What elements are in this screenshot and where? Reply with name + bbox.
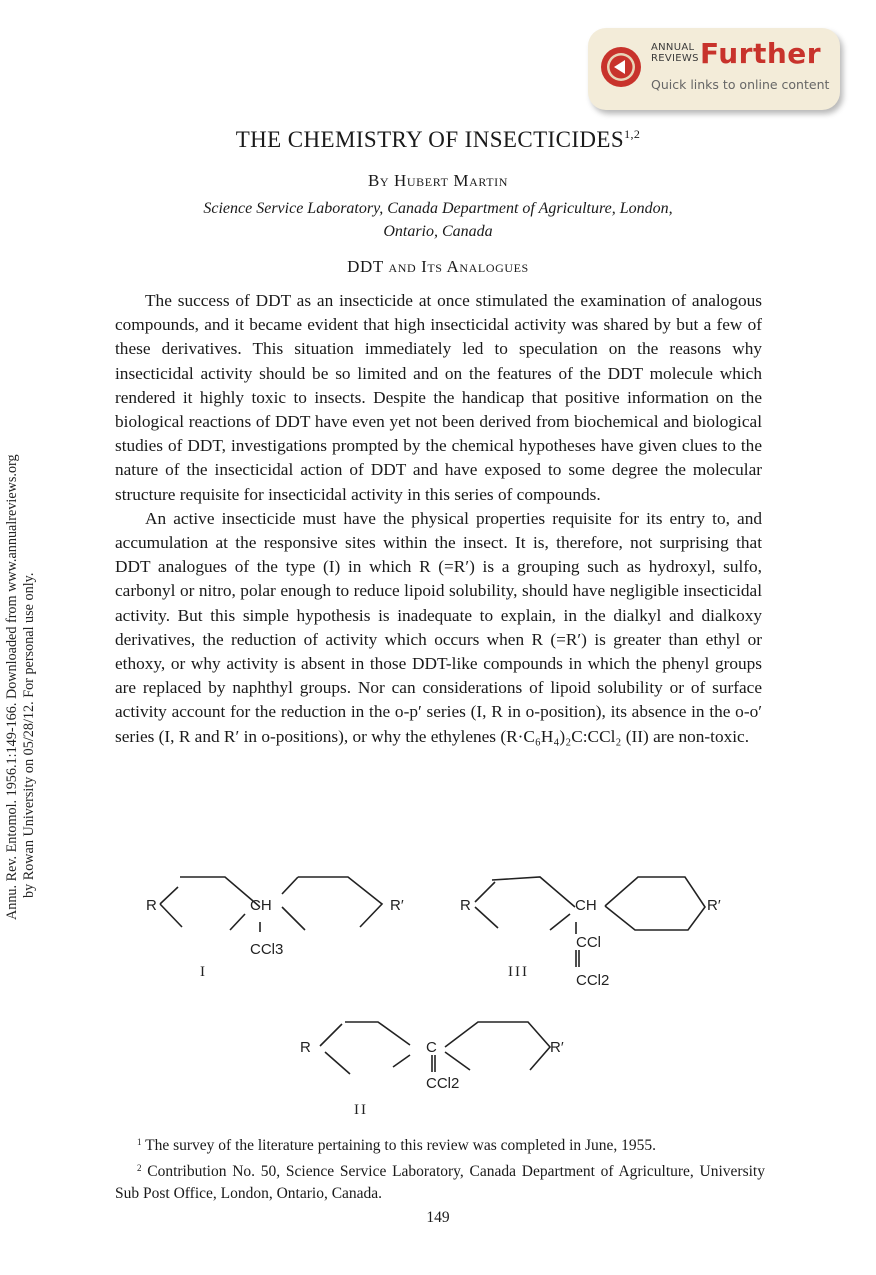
paragraph: An active insecticide must have the physical properties requisite for its entry to, and accumulation at the responsive sites within the insect. It is, therefore, not surprising that DDT analogues of the type (I) in which R (=R′) is a grouping such as hydroxyl, sulfo, carbonyl or nitro, polar enough to reduce lipoid solubility, should have negligible insecticidal activity. But this simple hypothesis is inadequate to explain, in the dialkyl and dialkoxy derivatives, the reduction of activity which occurs when R (=R′) is greater than ethyl or ethoxy, or why activity is absent in those DDT-like compounds in which the phenyl groups are replaced by naphthyl groups. Nor can considerations of lipoid solubility or of surface activity account for the reduction in the o-p′ series (I, R in o-position), its absence in the o-o′ series (I, R and R′ in o-positions), or why the ethylenes (R·C₆H₄)₂C:CCl₂ (II) are non-toxic. bbox=[115, 508, 762, 746]
body-text bbox=[115, 289, 762, 749]
section-heading: DDT and Its Analogues bbox=[347, 257, 529, 276]
structure-i-substituent: CCl3 bbox=[250, 941, 284, 958]
structure-i-r-label: R bbox=[146, 897, 157, 914]
structure-iii-r-prime-label: R′ bbox=[707, 897, 721, 914]
chemical-structures-figure bbox=[110, 862, 770, 1127]
structure-iii-rings bbox=[475, 877, 705, 967]
structure-ii-center-label: C bbox=[426, 1039, 437, 1056]
structure-ii-r-label: R bbox=[300, 1039, 311, 1056]
structure-iii-number: III bbox=[508, 964, 529, 980]
structure-iii-substituent-1: CCl bbox=[576, 934, 601, 951]
footnote-1: $^1$ The survey of the literature pertaining to this review was completed in June, 1955. bbox=[137, 1137, 657, 1154]
badge-subtitle: Quick links to online content bbox=[651, 77, 830, 92]
title-footnote-marks: 1,2 bbox=[624, 127, 641, 141]
structure-ii-number: II bbox=[354, 1102, 368, 1118]
footnote-2: $^2$ Contribution No. 50, Science Service Laboratory, Canada Department of Agriculture, University Sub Post Office, London, Ontario, Canada. bbox=[115, 1163, 765, 1202]
structure-i-r-prime-label: R′ bbox=[390, 897, 404, 914]
affiliation: Science Service Laboratory, Canada Department of Agriculture, London, Ontario, Canada bbox=[203, 200, 673, 240]
badge-further-label: Further bbox=[700, 37, 822, 70]
structure-ii-substituent: CCl2 bbox=[426, 1075, 460, 1092]
annual-reviews-further-badge[interactable] bbox=[588, 28, 840, 110]
play-back-icon bbox=[600, 46, 642, 88]
author-line: By Hubert Martin bbox=[367, 171, 509, 190]
footnotes bbox=[115, 1131, 765, 1205]
article-title: THE CHEMISTRY OF INSECTICIDES$^{1,2}$ bbox=[235, 127, 641, 152]
side-note-line-2: by Rowan University on 05/28/12. For personal use only. bbox=[20, 572, 37, 898]
paragraph: The success of DDT as an insecticide at once stimulated the examination of analogous compounds, and it became evident that high insecticidal activity was shared by but a few of these derivatives. This situation immediately led to speculation on the reasons why insecticidal activity should be so limited and on the features of the DDT molecule which rendered it highly toxic to insects. Despite the handicap that positive information on the biological reactions of DDT have even yet not been derived from biochemical and biological studies of DDT, investigations prompted by the chemical hypotheses have given clues to the nature of the insecticidal action of DDT and have exposed to some degree the molecular structure requisite for insecticidal activity in this series of compounds. bbox=[115, 291, 762, 504]
page-number: 149 bbox=[426, 1209, 450, 1226]
structure-i-number: I bbox=[200, 964, 207, 980]
structure-i-center-label: CH bbox=[250, 897, 272, 914]
side-note-line-1: Annu. Rev. Entomol. 1956.1:149-166. Downloaded from www.annualreviews.org bbox=[4, 454, 20, 920]
structure-iii-r-label: R bbox=[460, 897, 471, 914]
badge-annual-reviews: ANNUAL REVIEWS bbox=[651, 42, 699, 64]
structure-ii-r-prime-label: R′ bbox=[550, 1039, 564, 1056]
structure-iii-substituent-2: CCl2 bbox=[576, 972, 610, 989]
structure-iii-center-label: CH bbox=[575, 897, 597, 914]
